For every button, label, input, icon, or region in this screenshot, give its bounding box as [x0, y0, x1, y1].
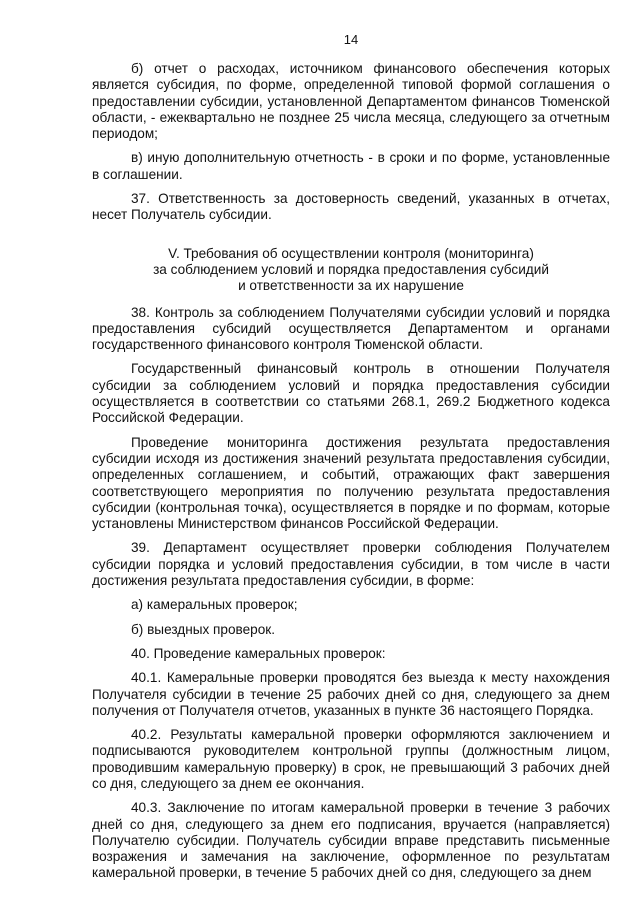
section-heading-line-2: за соблюдением условий и порядка предоставления субсидий	[153, 261, 549, 277]
document-content	[92, 61, 610, 890]
list-item-field-audits: б) выездных проверок.	[131, 621, 276, 637]
page-number: 14	[343, 32, 359, 47]
paragraph-39-inspections: 39. Департамент осуществляет проверки соблюдения Получателем субсидии порядка и условий предоставления субсидии, в том числе в части достижения результата предоставления субсидии, в форме:	[92, 540, 610, 589]
paragraph-monitoring: Проведение мониторинга достижения результата предоставления субсидии исходя из достижения значений результата предоставления субсидии, определенных соглашением, и событий, отражающих факт завершения соответствующего мероприятия по получению результата предоставления субсидии (контрольная точка), осуществляется в порядке и по формам, которые установлены Министерством финансов Российской Федерации.	[92, 434, 610, 532]
paragraph-37-responsibility: 37. Ответственность за достоверность сведений, указанных в отчетах, несет Получатель субсидии.	[92, 191, 610, 223]
paragraph-38-control: 38. Контроль за соблюдением Получателями субсидии условий и порядка предоставления субсидий осуществляется Департаментом и органами государственного финансового контроля Тюменской области.	[92, 304, 610, 353]
paragraph-40-1: 40.1. Камеральные проверки проводятся без выезда к месту нахождения Получателя субсидии в течение 25 рабочих дней со дня, следующего за днем получения от Получателя отчетов, указанных в пункте 36 настоящего Порядка.	[92, 670, 610, 718]
paragraph-report-expenses: б) отчет о расходах, источником финансового обеспечения которых является субсидия, по форме, определенной типовой формой соглашения о предоставлении субсидии, установленной Департаментом финансов Тюменской области, - ежеквартально не позднее 25 числа месяца, следующего за отчетным периодом;	[92, 61, 610, 142]
paragraph-40-desk-audits: 40. Проведение камеральных проверок:	[131, 645, 386, 661]
section-heading-line-1: V. Требования об осуществлении контроля (мониторинга)	[168, 245, 534, 261]
paragraph-40-2: 40.2. Результаты камеральной проверки оформляются заключением и подписываются руководителем контрольной группы (должностным лицом, проводившим камеральную проверку) в срок, не превышающий 3 рабочих дней со дня, следующего за днем ее окончания.	[92, 727, 610, 791]
paragraph-40-3: 40.3. Заключение по итогам камеральной проверки в течение 3 рабочих дней со дня, следующего за днем его подписания, вручается (направляется) Получателю субсидии. Получатель субсидии вправе представить письменные возражения и замечания на заключение, оформленное по результатам камеральной проверки, в течение 5 рабочих дней со дня, следующего за днем	[92, 800, 610, 881]
list-item-desk-audits: а) камеральных проверок;	[131, 597, 298, 613]
paragraph-additional-reporting: в) иную дополнительную отчетность - в сроки и по форме, установленные в соглашении.	[92, 150, 610, 182]
section-heading	[92, 246, 610, 295]
paragraph-state-financial-control: Государственный финансовый контроль в отношении Получателя субсидии за соблюдением условий и порядка предоставления субсидии осуществляется в соответствии со статьями 268.1, 269.2 Бюджетного кодекса Российской Федерации.	[92, 361, 610, 426]
section-heading-line-3: и ответственности за их нарушение	[238, 278, 464, 294]
